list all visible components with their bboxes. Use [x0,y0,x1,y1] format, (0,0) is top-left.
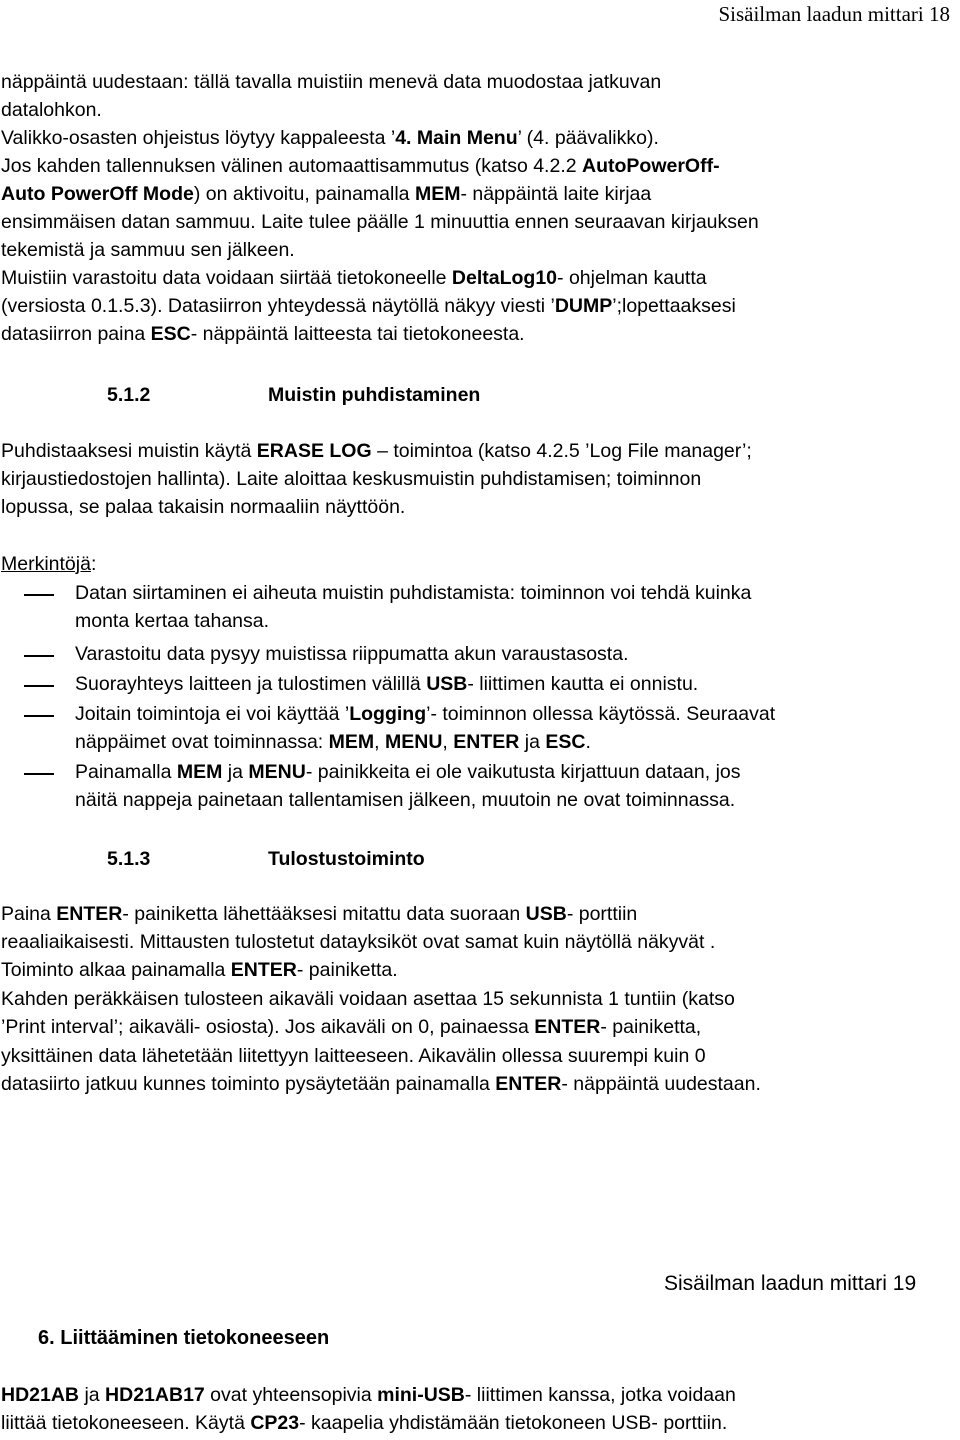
note-4-line-2: näppäimet ovat toiminnassa: MEM, MENU, ENTER ja ESC. [75,731,591,753]
intro-line-6: ensimmäisen datan sammuu. Laite tulee päälle 1 minuuttia ennen seuraavan kirjauksen [1,211,759,233]
note-5-line-1: Painamalla MEM ja MENU- painikkeita ei ole vaikutusta kirjattuun dataan, jos [75,761,741,783]
section-512-number: 5.1.2 [107,384,151,406]
section-6-line-1: HD21AB ja HD21AB17 ovat yhteensopivia mini-USB- liittimen kanssa, jotka voidaan [1,1384,736,1406]
intro-line-3: Valikko-osasten ohjeistus löytyy kappaleesta ’4. Main Menu’ (4. päävalikko). [1,127,659,149]
note-1-line-2: monta kertaa tahansa. [75,610,270,632]
section-513-line-5: ’Print interval’; aikaväli- osiosta). Jos aikaväli on 0, painaessa ENTER- painiketta, [1,1016,702,1038]
intro-line-9: (versiosta 0.1.5.3). Datasiirron yhteydessä näytöllä näkyy viesti ’DUMP’;lopettaaksesi [1,295,736,317]
note-2: Varastoitu data pysyy muistissa riippumatta akun varaustasosta. [75,643,629,665]
intro-line-5: Auto PowerOff Mode) on aktivoitu, painamalla MEM- näppäintä laite kirjaa [1,183,652,205]
notes-heading: Merkintöjä: [1,553,97,575]
section-513-line-3: Toiminto alkaa painamalla ENTER- painiketta. [1,959,398,981]
section-512-line-1: Puhdistaaksesi muistin käytä ERASE LOG – toimintoa (katso 4.2.5 ’Log File manager’; [1,440,752,462]
section-513-line-4: Kahden peräkkäisen tulosteen aikaväli voidaan asettaa 15 sekunnista 1 tuntiin (katso [1,988,735,1010]
section-512-line-3: lopussa, se palaa takaisin normaaliin näyttöön. [1,496,406,518]
intro-line-8: Muistiin varastoitu data voidaan siirtää tietokoneelle DeltaLog10- ohjelman kautta [1,267,707,289]
section-6-line-2: liittää tietokoneeseen. Käytä CP23- kaapelia yhdistämään tietokoneen USB- porttiin. [1,1412,728,1434]
section-513-line-1: Paina ENTER- painiketta lähettääksesi mitattu data suoraan USB- porttiin [1,903,638,925]
section-6-heading: 6. Liittääminen tietokoneeseen [38,1327,330,1349]
bullet-dash-4 [24,715,54,717]
page-header-top: Sisäilman laadun mittari 18 [718,2,950,26]
section-513-title: Tulostustoiminto [268,848,425,870]
bullet-dash-3 [24,685,54,687]
bullet-dash-1 [24,594,54,596]
section-513-line-2: reaaliaikaisesti. Mittausten tulostetut datayksiköt ovat samat kuin näytöllä näkyvät . [1,931,716,953]
page-header-bottom: Sisäilman laadun mittari 19 [664,1272,917,1295]
section-512-title: Muistin puhdistaminen [268,384,481,406]
note-5-line-2: näitä nappeja painetaan tallentamisen jälkeen, muutoin ne ovat toiminnassa. [75,789,736,811]
bullet-dash-5 [24,773,54,775]
section-513-line-6: yksittäinen data lähetetään liitettyyn laitteeseen. Aikavälin ollessa suurempi kuin 0 [1,1045,706,1067]
note-1-line-1: Datan siirtaminen ei aiheuta muistin puhdistamista: toiminnon voi tehdä kuinka [75,582,752,604]
bullet-dash-2 [24,655,54,657]
intro-line-7: tekemistä ja sammuu sen jälkeen. [1,239,295,261]
intro-line-2: datalohkon. [1,99,102,121]
intro-line-10: datasiirron paina ESC- näppäintä laitteesta tai tietokoneesta. [1,323,525,345]
note-3: Suorayhteys laitteen ja tulostimen välillä USB- liittimen kautta ei onnistu. [75,673,699,695]
section-513-line-7: datasiirto jatkuu kunnes toiminto pysäytetään painamalla ENTER- näppäintä uudestaan. [1,1073,761,1095]
section-513-number: 5.1.3 [107,848,151,870]
intro-line-4: Jos kahden tallennuksen välinen automaattisammutus (katso 4.2.2 AutoPowerOff- [1,155,720,177]
section-512-line-2: kirjaustiedostojen hallinta). Laite aloittaa keskusmuistin puhdistamisen; toiminnon [1,468,702,490]
note-4-line-1: Joitain toimintoja ei voi käyttää ’Logging’- toiminnon ollessa käytössä. Seuraavat [75,703,776,725]
intro-line-1: näppäintä uudestaan: tällä tavalla muistiin menevä data muodostaa jatkuvan [1,71,662,93]
